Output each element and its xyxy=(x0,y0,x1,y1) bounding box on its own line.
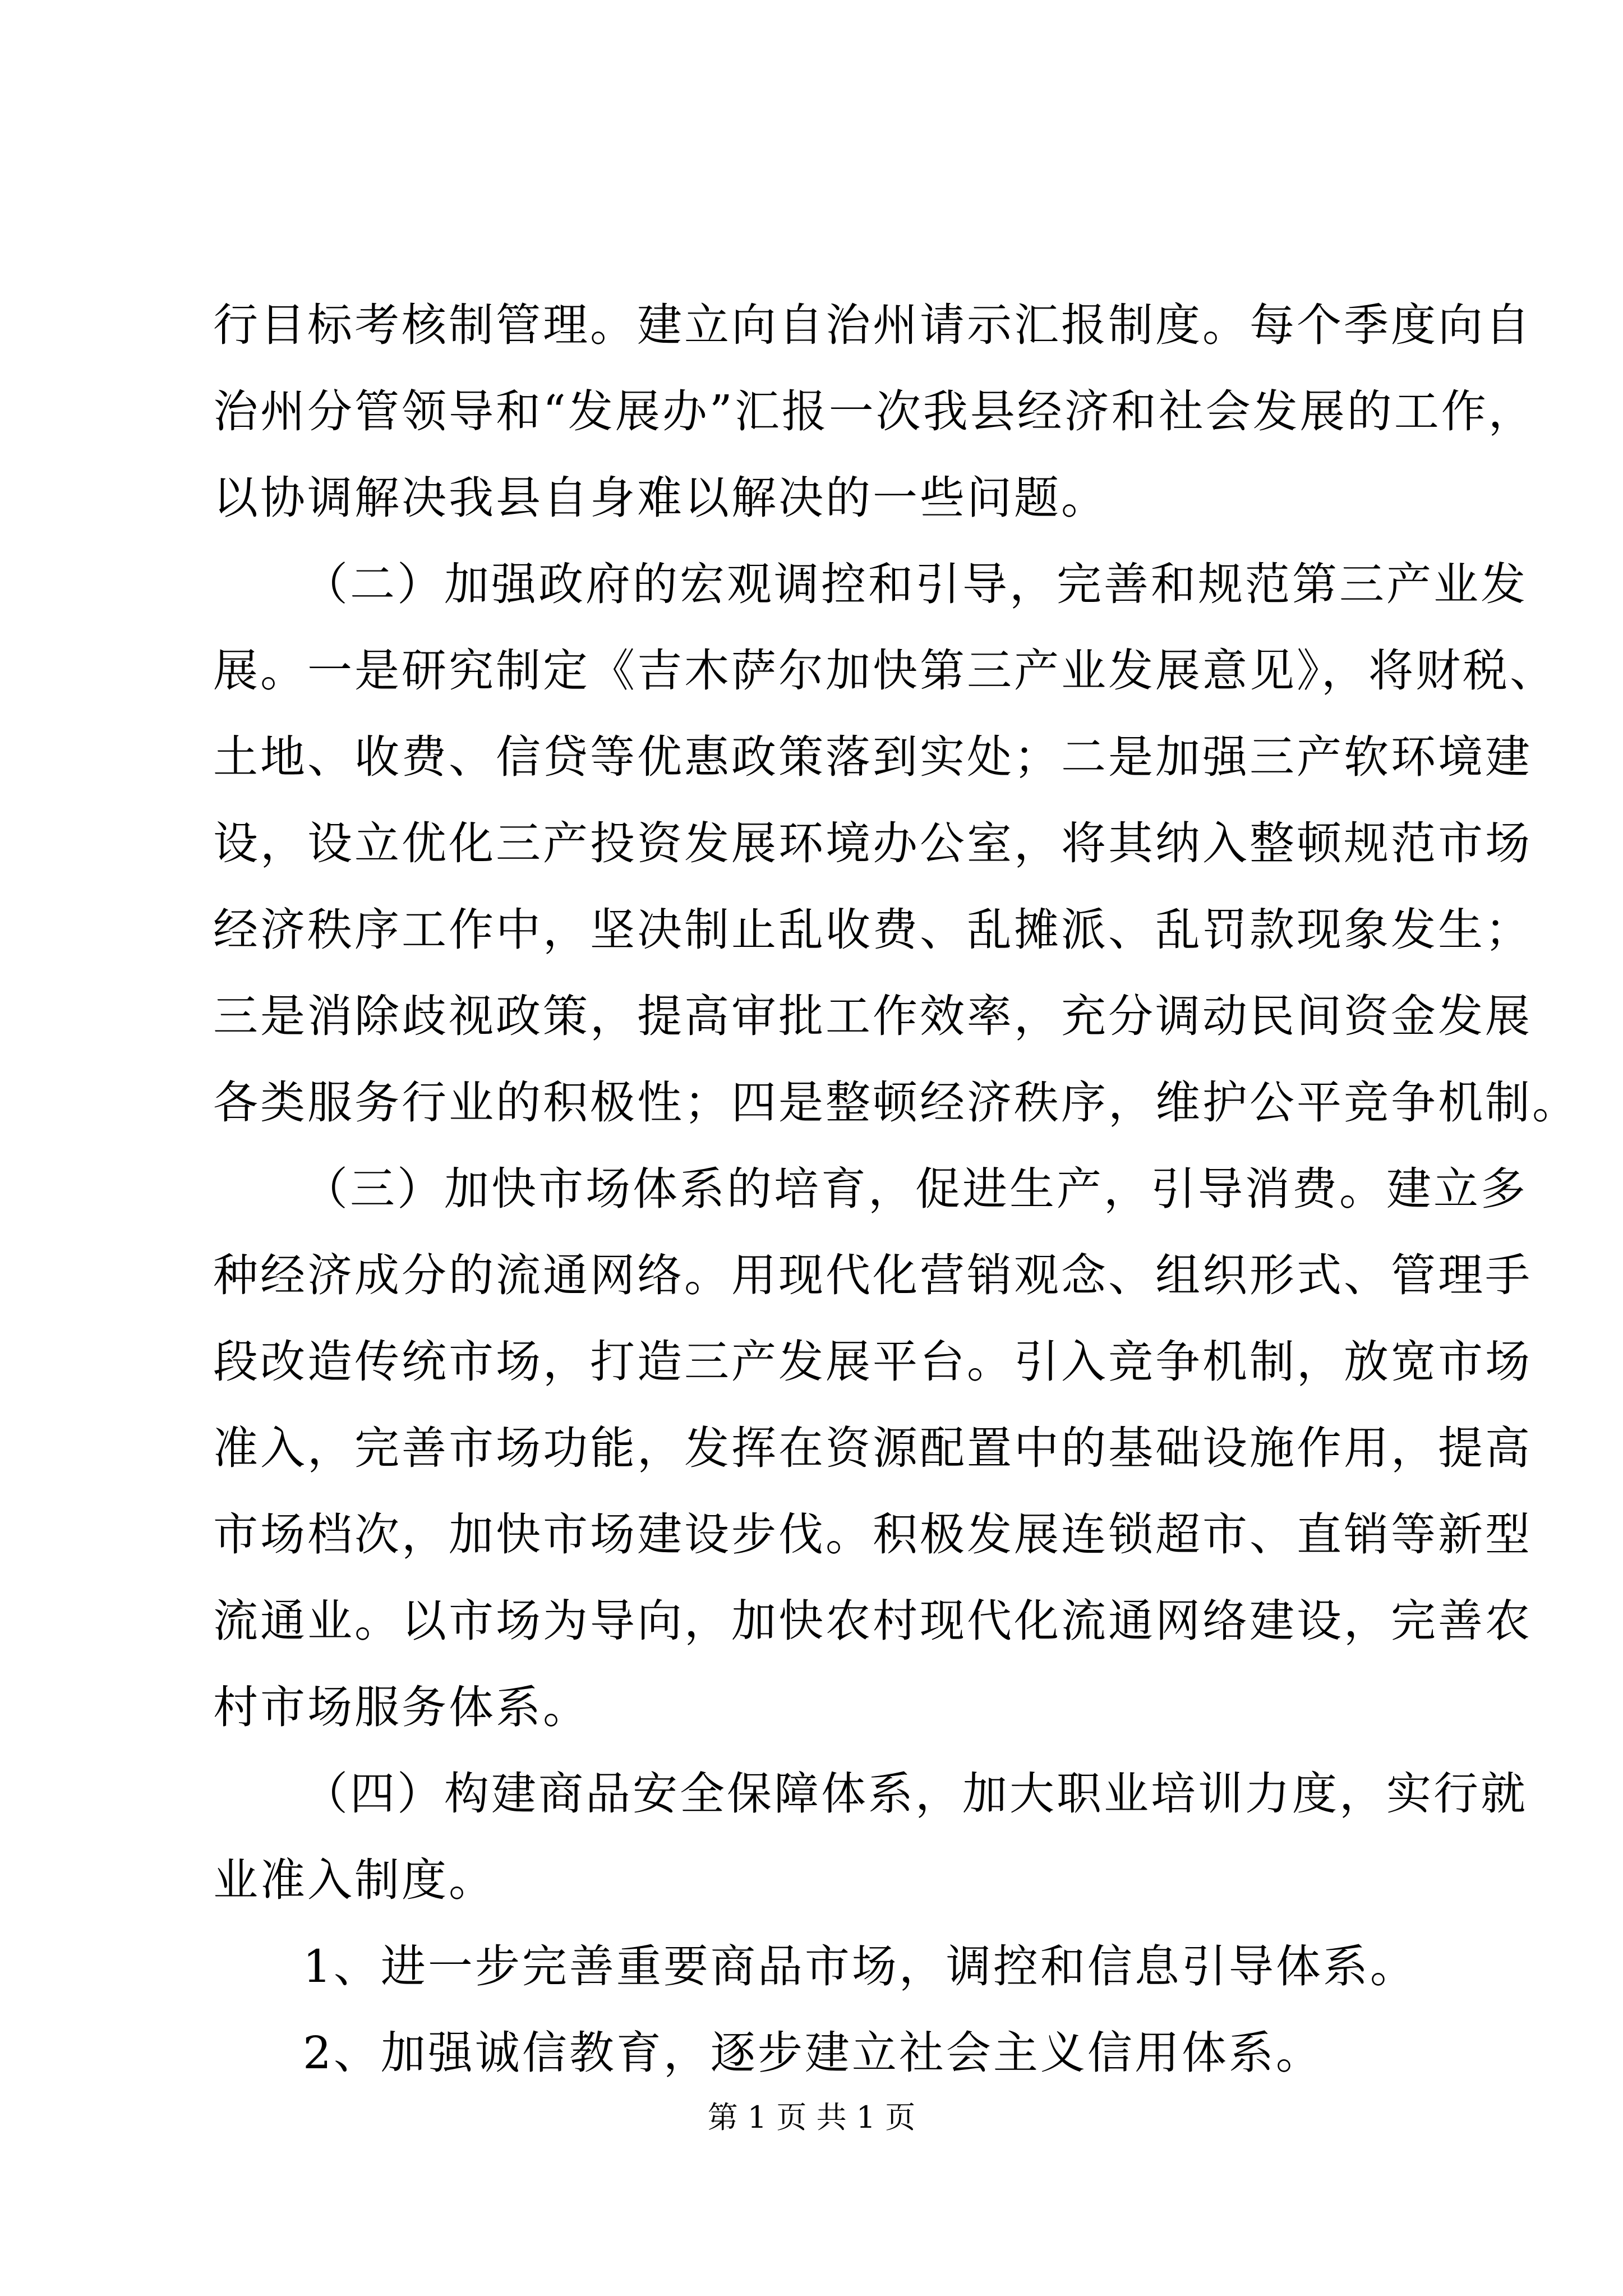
text-line: （二）加强政府的宏观调控和引导，完善和规范第三产业发 xyxy=(303,558,1528,610)
text-line: 1、进一步完善重要商品市场，调控和信息引导体系。 xyxy=(303,1940,1417,1993)
text-line: 村市场服务体系。 xyxy=(213,1681,590,1733)
text-line: 以协调解决我县自身难以解决的一些问题。 xyxy=(213,472,1108,524)
text-line: 段改造传统市场，打造三产发展平台。引入竞争机制，放宽市场 xyxy=(213,1336,1532,1388)
text-line: 行目标考核制管理。建立向自治州请示汇报制度。每个季度向自 xyxy=(213,299,1532,351)
text-line: 治州分管领导和“发展办”汇报一次我县经济和社会发展的工作， xyxy=(213,385,1536,438)
text-line: 各类服务行业的积极性；四是整顿经济秩序，维护公平竞争机制。 xyxy=(213,1076,1579,1129)
text-line: 流通业。以市场为导向，加快农村现代化流通网络建设，完善农 xyxy=(213,1595,1532,1647)
text-line: 土地、收费、信贷等优惠政策落到实处；二是加强三产软环境建 xyxy=(213,731,1532,783)
text-line: （三）加快市场体系的培育，促进生产，引导消费。建立多 xyxy=(303,1163,1528,1215)
text-line: （四）构建商品安全保障体系，加大职业培训力度，实行就 xyxy=(303,1768,1528,1820)
text-line: 展。一是研究制定《吉木萨尔加快第三产业发展意见》，将财税、 xyxy=(213,645,1557,697)
text-line: 经济秩序工作中，坚决制止乱收费、乱摊派、乱罚款现象发生； xyxy=(213,904,1532,956)
page-number-footer: 第 1 页 共 1 页 xyxy=(707,2100,916,2135)
text-line: 准入，完善市场功能，发挥在资源配置中的基础设施作用，提高 xyxy=(213,1422,1532,1474)
text-line: 市场档次，加快市场建设步伐。积极发展连锁超市、直销等新型 xyxy=(213,1508,1532,1561)
text-line: 业准入制度。 xyxy=(213,1854,496,1906)
text-line: 2、加强诚信教育，逐步建立社会主义信用体系。 xyxy=(303,2027,1323,2079)
text-line: 设，设立优化三产投资发展环境办公室，将其纳入整顿规范市场 xyxy=(213,817,1532,869)
text-line: 种经济成分的流通网络。用现代化营销观念、组织形式、管理手 xyxy=(213,1249,1532,1301)
text-line: 三是消除歧视政策，提高审批工作效率，充分调动民间资金发展 xyxy=(213,990,1532,1042)
